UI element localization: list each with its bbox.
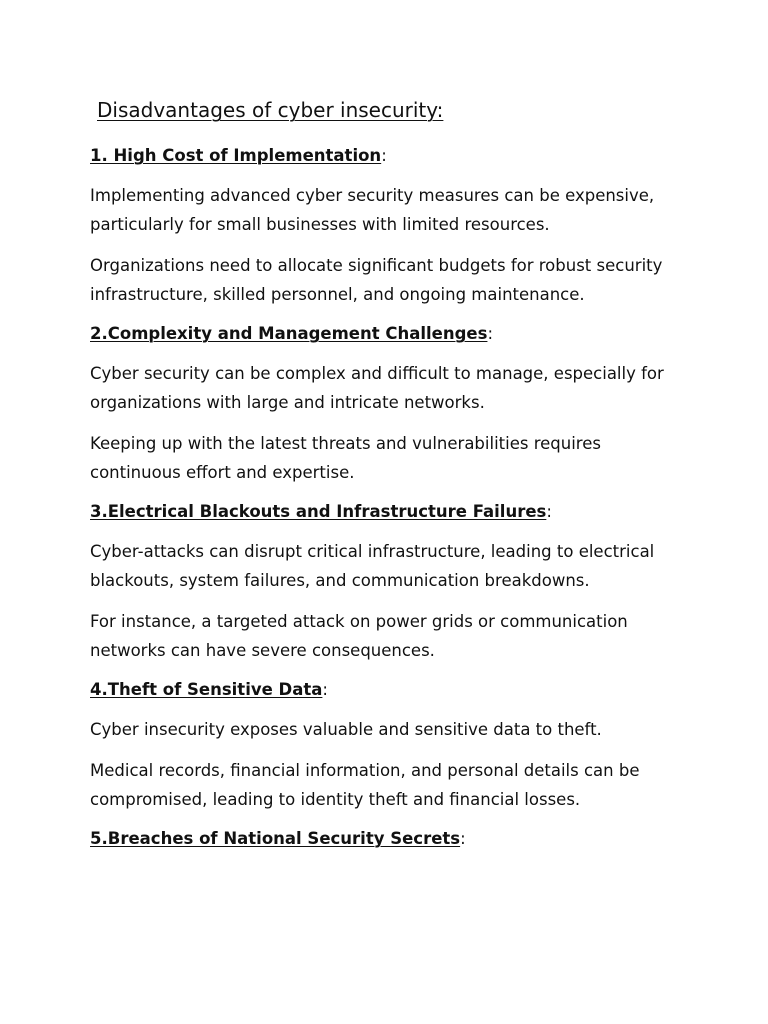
paragraph-line: Cyber-attacks can disrupt critical infrastructure, leading to electrical	[90, 542, 655, 561]
paragraph	[90, 429, 710, 487]
section-heading-colon: :	[322, 680, 328, 699]
paragraph	[90, 537, 710, 595]
section-heading	[90, 143, 710, 169]
paragraph	[90, 181, 710, 239]
section-data-theft	[90, 677, 710, 814]
paragraph-line: infrastructure, skilled personnel, and ongoing maintenance.	[90, 285, 585, 304]
section-complexity	[90, 321, 710, 487]
paragraph-line: blackouts, system failures, and communication breakdowns.	[90, 571, 590, 590]
section-heading	[90, 499, 710, 525]
section-high-cost	[90, 143, 710, 309]
document-title: Disadvantages of cyber insecurity:	[97, 98, 444, 122]
paragraph	[90, 756, 710, 814]
paragraph-line: particularly for small businesses with limited resources.	[90, 215, 550, 234]
section-heading-colon: :	[546, 502, 552, 521]
paragraph-line: networks can have severe consequences.	[90, 641, 435, 660]
paragraph-line: Keeping up with the latest threats and vulnerabilities requires	[90, 434, 601, 453]
section-heading-colon: :	[381, 146, 387, 165]
paragraph	[90, 359, 710, 417]
section-heading-text: 3.Electrical Blackouts and Infrastructure Failures	[90, 502, 547, 521]
section-heading	[90, 826, 710, 852]
paragraph-line: Implementing advanced cyber security measures can be expensive,	[90, 186, 655, 205]
section-heading-colon: :	[460, 829, 466, 848]
paragraph-line: compromised, leading to identity theft and financial losses.	[90, 790, 581, 809]
paragraph-line: Medical records, financial information, and personal details can be	[90, 761, 640, 780]
paragraph	[90, 251, 710, 309]
document-body	[90, 143, 710, 864]
paragraph-line: continuous effort and expertise.	[90, 463, 355, 482]
section-heading-text: 1. High Cost of Implementation	[90, 146, 382, 165]
paragraph	[90, 607, 710, 665]
section-heading-text: 5.Breaches of National Security Secrets	[90, 829, 461, 848]
section-heading-text: 4.Theft of Sensitive Data	[90, 680, 323, 699]
section-heading-text: 2.Complexity and Management Challenges	[90, 324, 488, 343]
paragraph	[90, 715, 710, 744]
paragraph-line: organizations with large and intricate networks.	[90, 393, 485, 412]
section-national-security	[90, 826, 710, 852]
section-blackouts	[90, 499, 710, 665]
paragraph-line: Cyber security can be complex and difficult to manage, especially for	[90, 364, 664, 383]
paragraph-line: For instance, a targeted attack on power grids or communication	[90, 612, 628, 631]
paragraph-line: Cyber insecurity exposes valuable and sensitive data to theft.	[90, 720, 602, 739]
section-heading-colon: :	[487, 324, 493, 343]
section-heading	[90, 677, 710, 703]
paragraph-line: Organizations need to allocate significant budgets for robust security	[90, 256, 663, 275]
section-heading	[90, 321, 710, 347]
